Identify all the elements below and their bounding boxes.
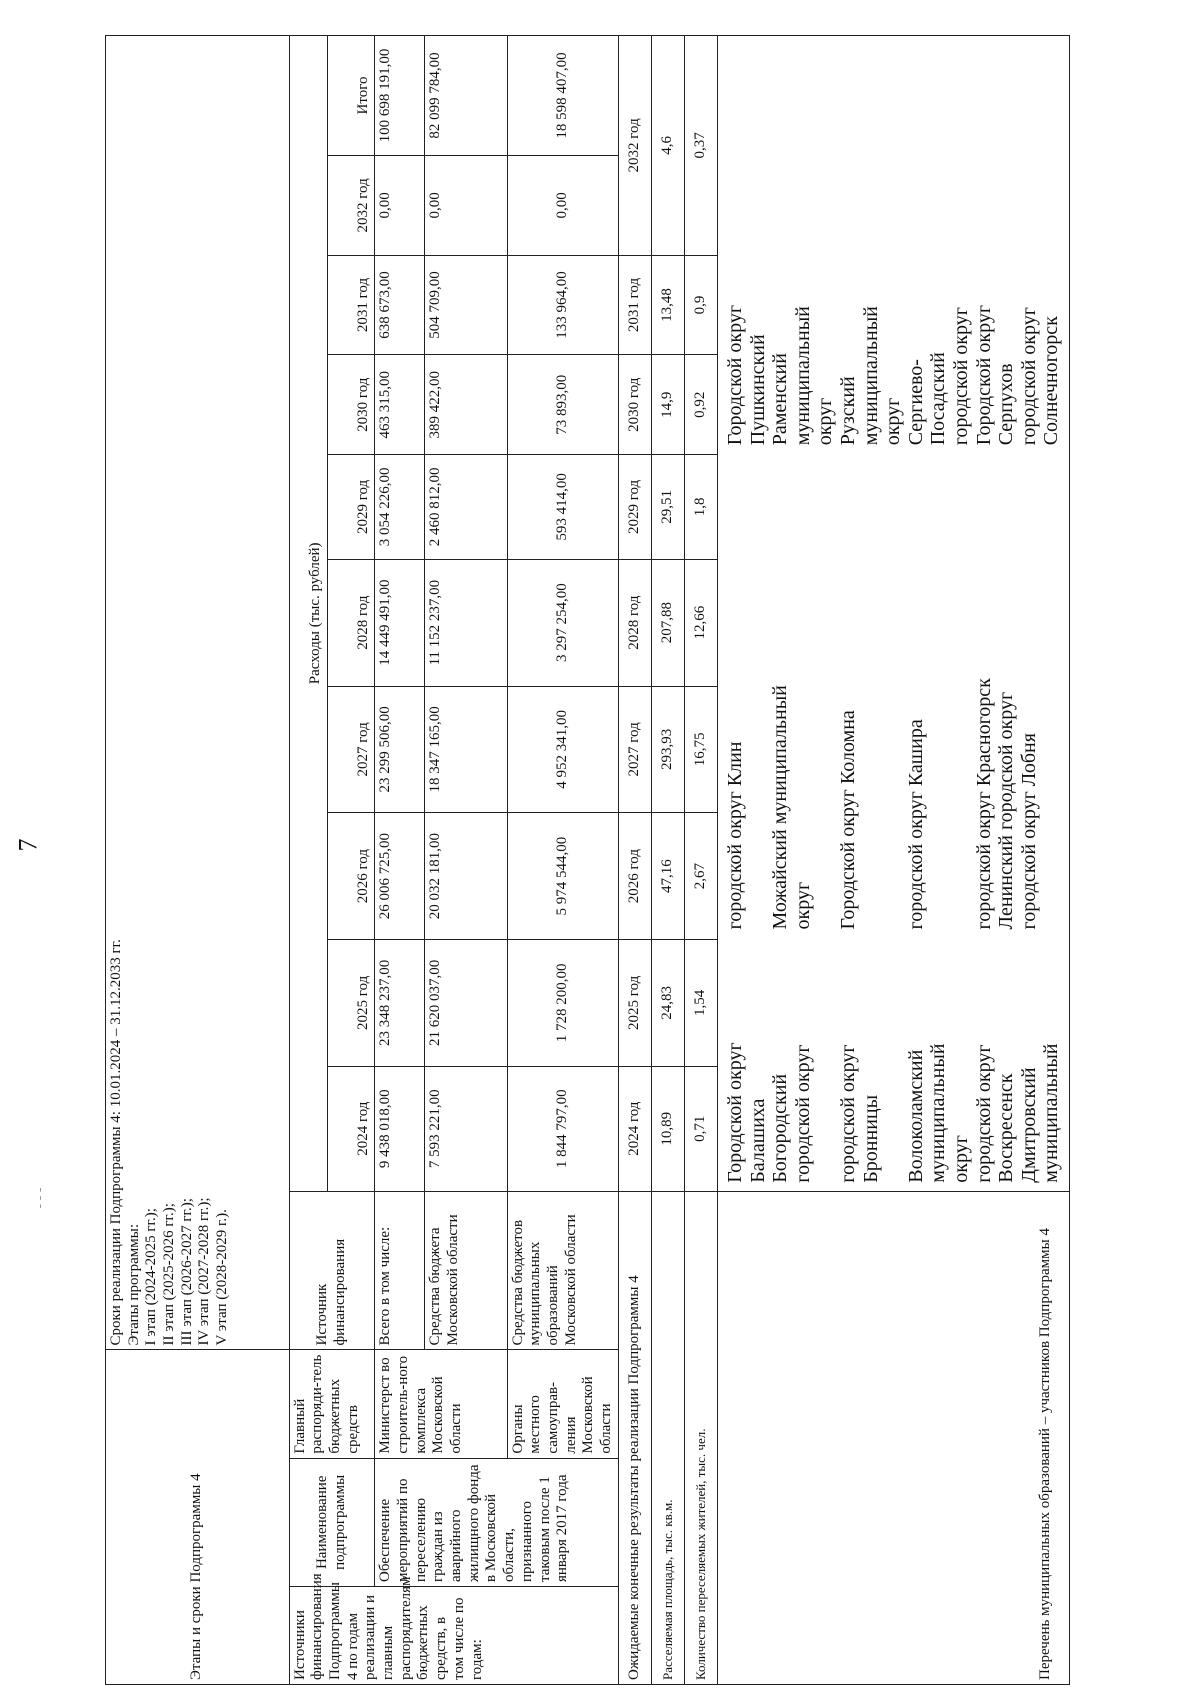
area-value: 13,48 (651, 255, 684, 355)
area-value: 207,88 (651, 559, 684, 686)
amount-cell: 3 297 254,00 (507, 559, 618, 686)
municipality-line: Городской округ (724, 1042, 747, 1183)
municipality-line: городской округ (972, 1044, 995, 1183)
municipality-line: муниципальный (1040, 1043, 1063, 1183)
result-year: 2026 год (618, 813, 651, 940)
results-area-row (651, 36, 684, 1685)
stages-label: Этапы и сроки Подпрограммы 4 (106, 1350, 290, 1685)
amount-cell: 0,00 (424, 156, 507, 256)
stage-line: II этап (2025-2026 гг.); (161, 1203, 178, 1346)
result-year: 2030 год (618, 355, 651, 455)
amount-cell: 73 893,00 (507, 355, 618, 455)
year-header: 2029 год (327, 455, 375, 560)
municipality-line: округ (791, 881, 814, 930)
area-value: 14,9 (651, 355, 684, 455)
municipality-line: Посадский (927, 352, 950, 446)
stage-line: IV этап (2027-2028 гг.); (196, 1197, 213, 1346)
expenses-header: Расходы (тыс. рублей) (289, 36, 327, 1192)
amount-total-cell: 100 698 191,00 (375, 36, 425, 156)
people-value: 0,92 (684, 355, 717, 455)
result-year: 2031 год (618, 255, 651, 355)
municipality-line: Городской округ (724, 304, 747, 446)
municipality-line (814, 662, 837, 930)
municipality-line: городской округ (791, 1044, 814, 1183)
municipality-line: Богородский (769, 1073, 792, 1183)
amount-cell: 5 974 544,00 (507, 813, 618, 940)
results-years-row (618, 36, 651, 1685)
area-value: 24,83 (651, 939, 684, 1066)
people-value: 0,71 (684, 1066, 717, 1191)
municipality-line: Балашиха (746, 1098, 769, 1183)
amount-total-cell: 18 598 407,00 (507, 36, 618, 156)
manager-ministry: Министерст во строитель-ного комплекса Московской области (375, 1350, 507, 1458)
people-value: 1,54 (684, 939, 717, 1066)
scan-mark: - - - (32, 1187, 48, 1209)
municipality-line: Городской округ (972, 304, 995, 446)
municipality-line (860, 662, 883, 930)
municipality-line: Раменский (769, 353, 792, 446)
amount-cell: 20 032 181,00 (424, 813, 507, 940)
municipality-line: Городской округ Коломна (837, 710, 860, 930)
year-header: 2024 год (327, 1066, 375, 1191)
people-value: 12,66 (684, 559, 717, 686)
municipality-line: округ (814, 397, 837, 446)
finance-row-total (375, 36, 425, 1685)
municipality-line (927, 662, 950, 930)
results-people-row (684, 36, 717, 1685)
finance-header-row (289, 36, 327, 1685)
municipality-line (882, 662, 905, 930)
amount-cell: 3 054 226,00 (375, 455, 425, 560)
amount-total-cell: 82 099 784,00 (424, 36, 507, 156)
col-manager: Главный распоряди-тель бюджетных средств (289, 1350, 375, 1458)
amount-cell: 18 347 165,00 (424, 686, 507, 813)
stages-term: Сроки реализации Подпрограммы 4: 10.01.2024 – 31.12.2033 гг. (108, 939, 124, 1346)
municipalities-label: Перечень муниципальных образований – участников Подпрограммы 4 (718, 1191, 1070, 1684)
stage-line: III этап (2026-2027 гг.); (178, 1198, 195, 1346)
municipalities-column (724, 453, 1063, 654)
amount-cell: 11 152 237,00 (424, 559, 507, 686)
municipality-line: Воскресенск (995, 1073, 1018, 1183)
source-municipal: Средства бюджетов муниципальных образований Московской области (507, 1191, 618, 1350)
amount-cell: 389 422,00 (424, 355, 507, 455)
municipalities-grid (724, 44, 1063, 1183)
col-source: Источник финансирования (289, 1191, 375, 1350)
municipality-line (882, 937, 905, 1182)
area-value: 293,93 (651, 686, 684, 813)
municipality-line: Сергиево- (904, 359, 927, 446)
municipality-line: городской округ (1017, 307, 1040, 446)
amount-cell: 21 620 037,00 (424, 939, 507, 1066)
municipalities-row (718, 36, 1070, 1685)
municipality-line: Серпухов (995, 363, 1018, 446)
amount-cell: 2 460 812,00 (424, 455, 507, 560)
municipality-line: городской округ (950, 307, 973, 446)
stages-row (106, 36, 290, 1685)
municipalities-column (724, 937, 1063, 1182)
municipality-line: Бронницы (859, 1094, 882, 1183)
municipality-line: городской округ Лобня (1017, 733, 1040, 930)
stage-line: I этап (2024-2025 гг.); (143, 1208, 160, 1346)
result-year: 2025 год (618, 939, 651, 1066)
result-year: 2032 год (618, 36, 651, 256)
amount-cell: 638 673,00 (375, 255, 425, 355)
stage-line: Этапы программы: (125, 1223, 142, 1346)
municipality-line: Можайский муниципальный (769, 685, 792, 930)
municipality-line: Пушкинский (746, 334, 769, 446)
amount-cell: 133 964,00 (507, 255, 618, 355)
municipality-line: городской округ Клин (724, 741, 747, 930)
year-header: 2026 год (327, 813, 375, 940)
amount-cell: 1 728 200,00 (507, 939, 618, 1066)
page-number: 7 (13, 838, 43, 852)
finance-label: Источники финансирования Подпрограммы 4 по годам реализации и главным распорядителям бюджетных средств, в том числе по годам: (289, 1587, 618, 1685)
year-header: 2025 год (327, 939, 375, 1066)
stages-info (106, 36, 290, 1351)
people-value: 2,67 (684, 813, 717, 940)
area-value: 29,51 (651, 455, 684, 560)
municipality-line: городской округ Красногорск (972, 678, 995, 930)
municipality-line: округ (882, 397, 905, 446)
municipality-line: Дмитровский (1017, 1067, 1040, 1183)
area-value: 47,16 (651, 813, 684, 940)
municipality-line: городской округ (837, 1044, 860, 1183)
manager-local: Органы местного самоуправ-ления Московской области (507, 1350, 618, 1458)
municipalities-list (718, 36, 1070, 1192)
people-value: 16,75 (684, 686, 717, 813)
year-header: 2031 год (327, 255, 375, 355)
source-regional: Средства бюджета Московской области (424, 1191, 507, 1350)
source-total: Всего в том числе: (375, 1191, 425, 1350)
year-header: 2032 год (327, 156, 375, 256)
total-header: Итого (327, 36, 375, 156)
year-header: 2028 год (327, 559, 375, 686)
area-value: 10,89 (651, 1066, 684, 1191)
municipality-line: городской округ Кашира (904, 719, 927, 930)
people-value: 0,9 (684, 255, 717, 355)
municipality-line (950, 662, 973, 930)
amount-cell: 7 593 221,00 (424, 1066, 507, 1191)
amount-cell: 9 438 018,00 (375, 1066, 425, 1191)
municipality-line (814, 937, 837, 1182)
amount-cell: 0,00 (375, 156, 425, 256)
people-value: 1,8 (684, 455, 717, 560)
municipality-line (747, 662, 770, 930)
people-value: 0,37 (684, 36, 717, 256)
area-label: Расселяемая площадь, тыс. кв.м. (651, 1191, 684, 1684)
rotated-document-sheet (105, 35, 1070, 1685)
area-value: 4,6 (651, 36, 684, 256)
municipality-line: муниципальный (927, 1043, 950, 1183)
municipalities-column (724, 44, 1063, 445)
finance-row-municipal (507, 36, 618, 1685)
municipality-line: муниципальный (859, 306, 882, 446)
municipality-line: Рузский (837, 376, 860, 446)
municipality-line: муниципальный (791, 306, 814, 446)
amount-cell: 23 348 237,00 (375, 939, 425, 1066)
subprogram-passport-table (105, 35, 1070, 1685)
amount-cell: 26 006 725,00 (375, 813, 425, 940)
amount-cell: 593 414,00 (507, 455, 618, 560)
year-header: 2027 год (327, 686, 375, 813)
amount-cell: 23 299 506,00 (375, 686, 425, 813)
municipality-line: Ленинский городской округ (995, 691, 1018, 930)
municipality-line: округ (950, 1135, 973, 1183)
amount-cell: 463 315,00 (375, 355, 425, 455)
result-year: 2027 год (618, 686, 651, 813)
municipality-line: Солнечногорск (1040, 316, 1063, 446)
amount-cell: 14 449 491,00 (375, 559, 425, 686)
results-label: Ожидаемые конечные результаты реализации Подпрограммы 4 (618, 1191, 651, 1684)
municipality-line: Волоколамский (904, 1049, 927, 1183)
result-year: 2024 год (618, 1066, 651, 1191)
subprogram-name: Обеспечение мероприятий по переселению граждан из аварийного жилищного фонда в Московской области, признанного таковым после 1 января 2017 года (375, 1458, 618, 1586)
amount-cell: 4 952 341,00 (507, 686, 618, 813)
col-subprogram-name: Наименование подпрограммы (289, 1458, 375, 1586)
year-header: 2030 год (327, 355, 375, 455)
amount-cell: 1 844 797,00 (507, 1066, 618, 1191)
result-year: 2029 год (618, 455, 651, 560)
stage-line: V этап (2028-2029 г.). (214, 1209, 231, 1346)
amount-cell: 0,00 (507, 156, 618, 256)
people-label: Количество переселяемых жителей, тыс. чел. (684, 1191, 717, 1684)
municipalities-column (724, 662, 1063, 930)
amount-cell: 504 709,00 (424, 255, 507, 355)
result-year: 2028 год (618, 559, 651, 686)
